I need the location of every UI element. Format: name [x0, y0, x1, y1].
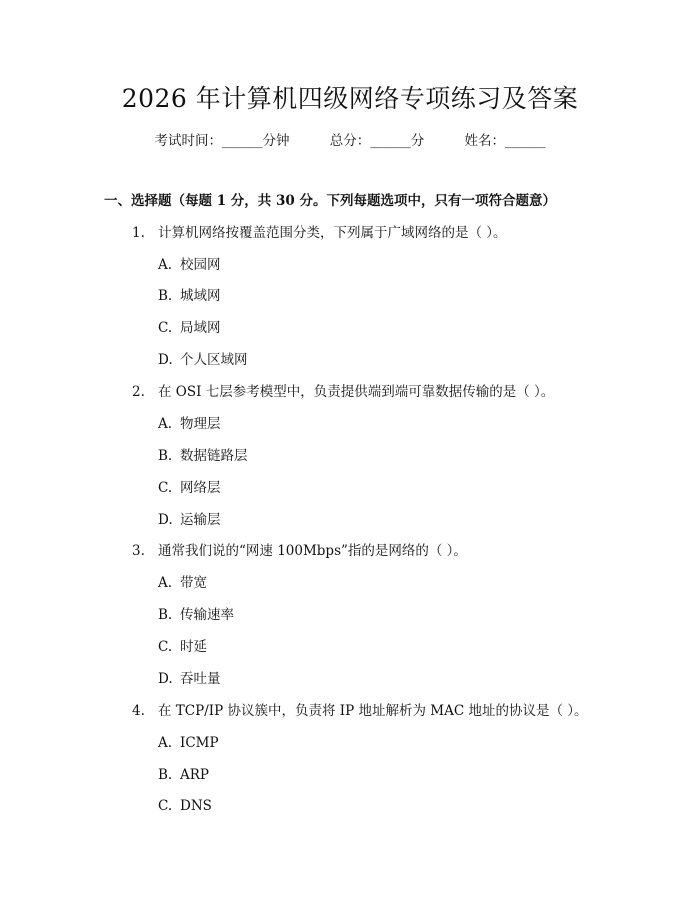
option-item — [158, 573, 207, 593]
question-text: 在 OSI 七层参考模型中，负责提供端到端可靠数据传输的是（ ）。 — [158, 384, 555, 400]
option-item — [158, 510, 221, 530]
option-text: DNS — [180, 798, 212, 814]
option-text: 个人区域网 — [180, 352, 248, 368]
question-text: 通常我们说的“网速 100Mbps”指的是网络的（ ）。 — [158, 543, 467, 559]
option-letter: D. — [158, 512, 173, 528]
option-text: 数据链路层 — [180, 448, 248, 464]
question-text: 在 TCP/IP 协议簇中，负责将 IP 地址解析为 MAC 地址的协议是（ ）。 — [158, 703, 588, 719]
option-item — [158, 446, 248, 466]
option-letter: A. — [158, 416, 173, 432]
option-text: 城域网 — [180, 288, 221, 304]
option-item — [158, 286, 221, 306]
option-item — [158, 637, 207, 657]
option-item — [158, 765, 209, 785]
question-number: 4. — [132, 703, 145, 719]
option-item — [158, 669, 221, 689]
option-letter: B. — [158, 607, 173, 623]
option-letter: D. — [158, 352, 173, 368]
option-item — [158, 414, 221, 434]
question-stem — [132, 223, 507, 243]
question-stem — [132, 541, 467, 561]
option-text: 运输层 — [180, 512, 221, 528]
option-letter: A. — [158, 575, 173, 591]
option-text: 传输速率 — [180, 607, 234, 623]
option-text: 吞吐量 — [180, 671, 221, 687]
option-item — [158, 733, 219, 753]
exam-info — [0, 131, 700, 151]
section-heading: 一、选择题（每题 1 分，共 30 分。下列每题选项中，只有一项符合题意） — [104, 193, 556, 209]
option-letter: A. — [158, 257, 173, 273]
option-letter: C. — [158, 480, 173, 496]
total-score-field: 总分：______分 — [329, 133, 425, 149]
option-text: ICMP — [180, 735, 219, 751]
question-stem — [132, 701, 588, 721]
option-text: 时延 — [180, 639, 207, 655]
option-item — [158, 796, 212, 816]
question-number: 1. — [132, 225, 145, 241]
question-text: 计算机网络按覆盖范围分类，下列属于广域网络的是（ ）。 — [158, 225, 507, 241]
exam-time-field: 考试时间：______分钟 — [154, 133, 290, 149]
question-stem — [132, 382, 554, 402]
option-text: 物理层 — [180, 416, 221, 432]
option-item — [158, 350, 248, 370]
page-title: 2026 年计算机四级网络专项练习及答案 — [121, 84, 579, 113]
option-letter: B. — [158, 288, 173, 304]
option-item — [158, 605, 234, 625]
option-item — [158, 255, 221, 275]
option-letter: C. — [158, 798, 173, 814]
name-field: 姓名：______ — [464, 133, 546, 149]
question-number: 3. — [132, 543, 145, 559]
option-letter: C. — [158, 320, 173, 336]
option-letter: C. — [158, 639, 173, 655]
option-letter: B. — [158, 448, 173, 464]
question-number: 2. — [132, 384, 145, 400]
option-text: 校园网 — [180, 257, 221, 273]
option-text: 网络层 — [180, 480, 221, 496]
option-item — [158, 318, 221, 338]
option-letter: A. — [158, 735, 173, 751]
option-item — [158, 478, 221, 498]
option-text: 带宽 — [180, 575, 207, 591]
option-text: ARP — [180, 767, 209, 783]
option-letter: B. — [158, 767, 173, 783]
option-text: 局域网 — [180, 320, 221, 336]
option-letter: D. — [158, 671, 173, 687]
